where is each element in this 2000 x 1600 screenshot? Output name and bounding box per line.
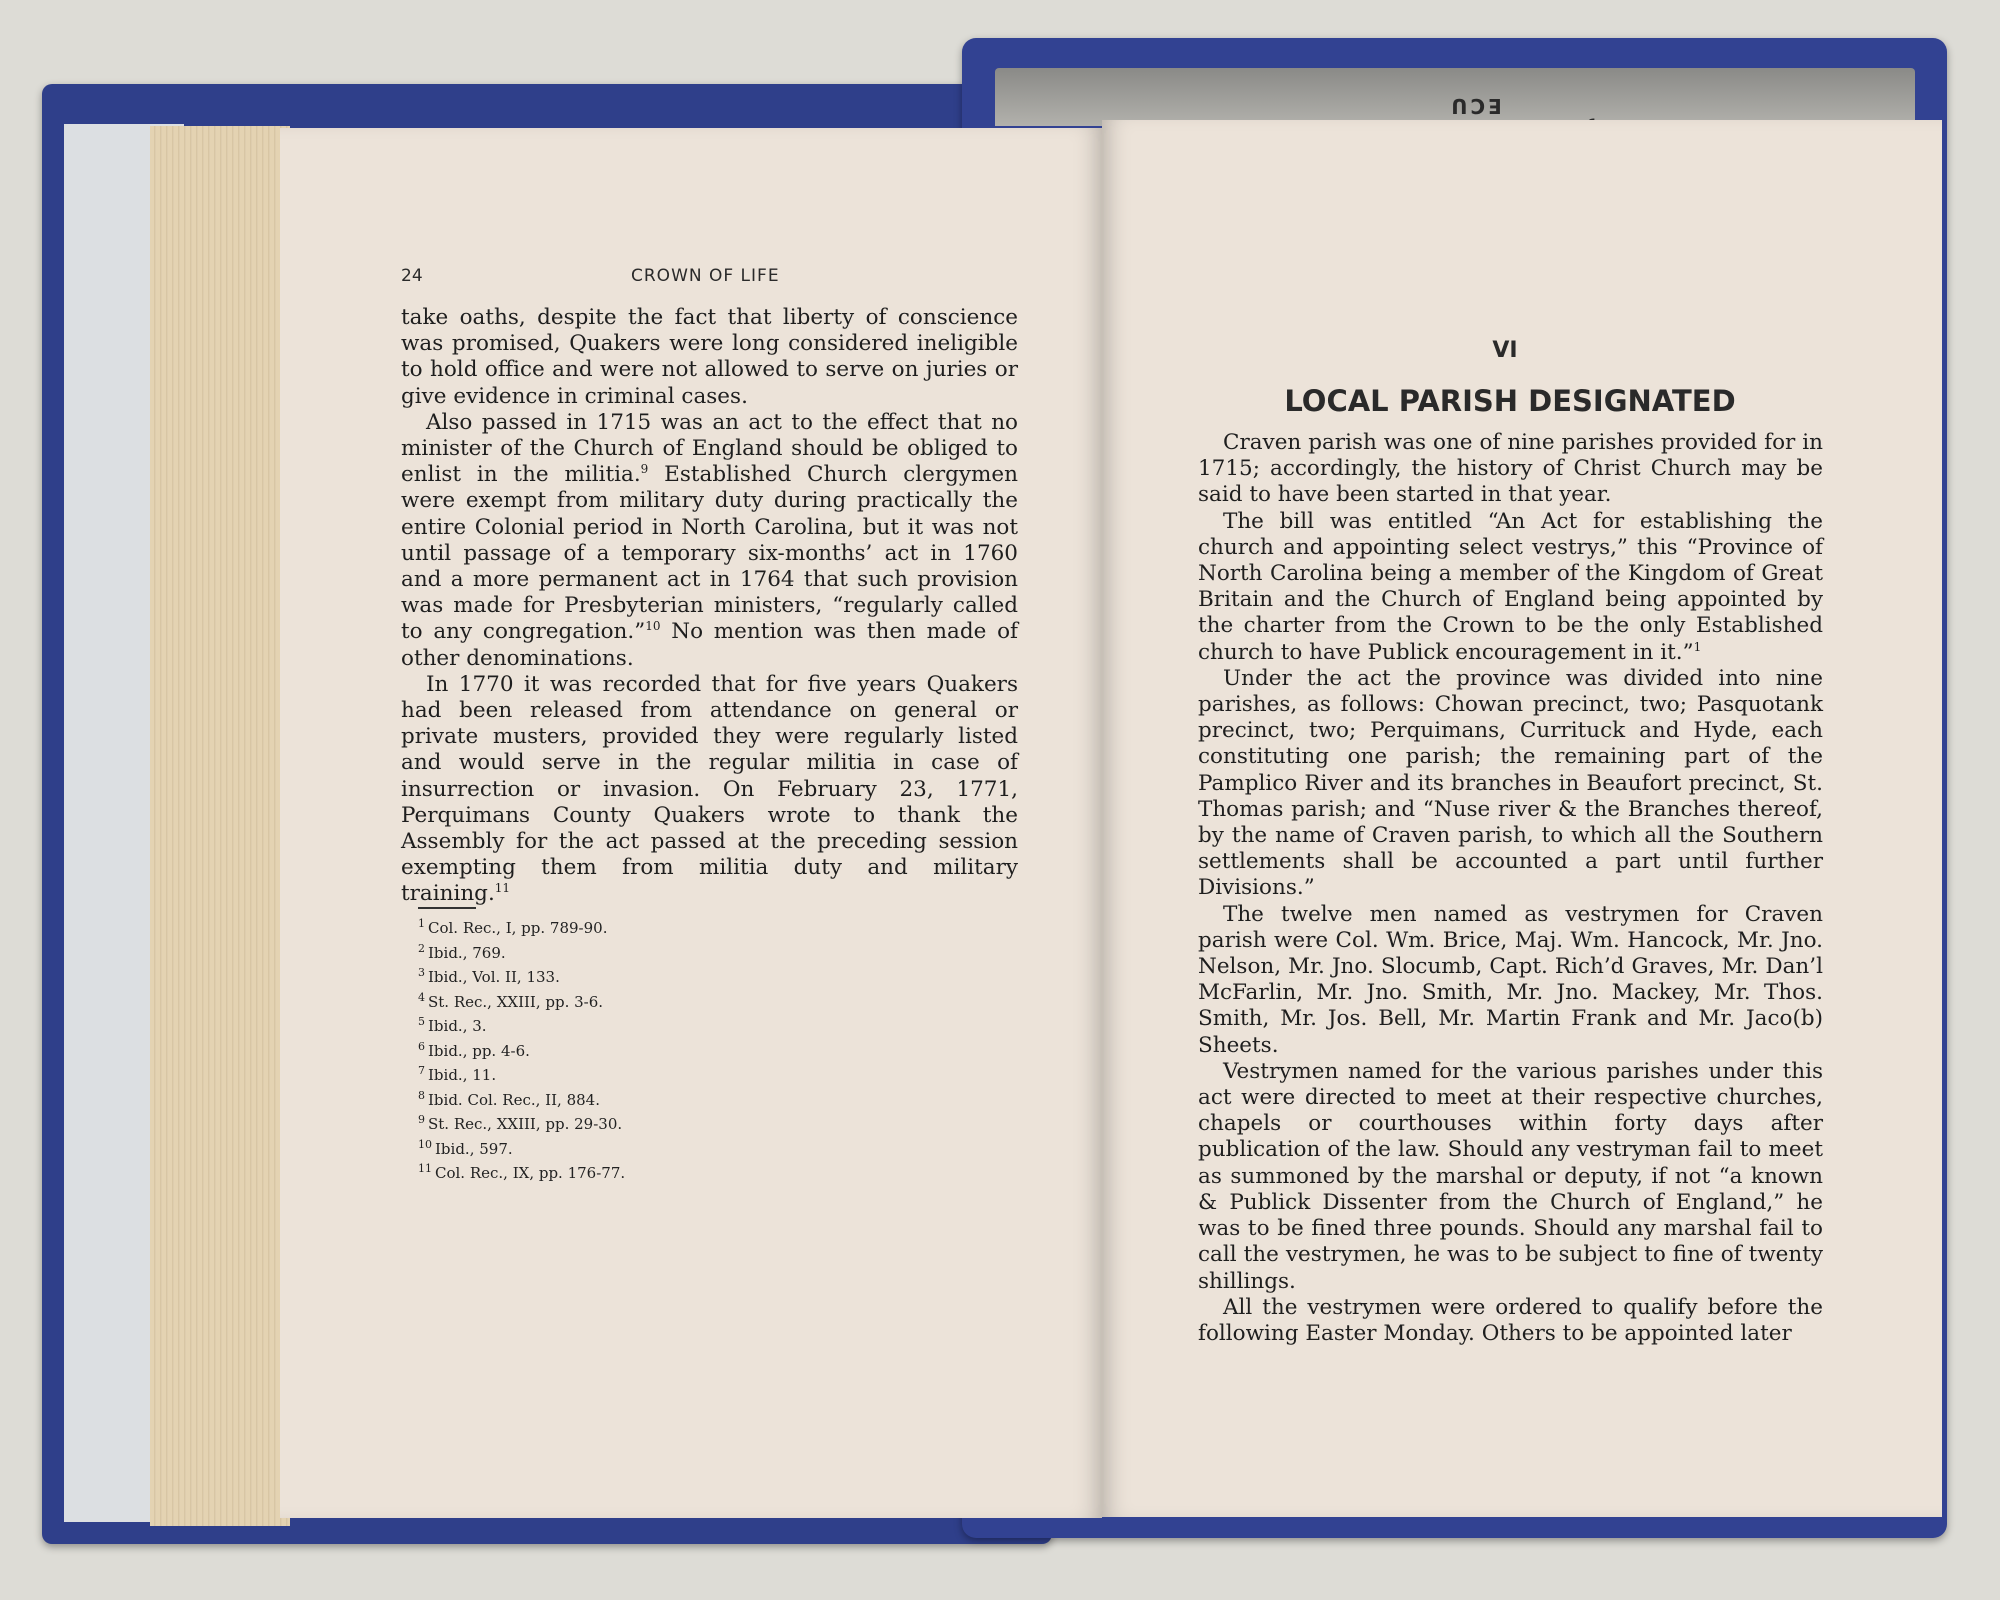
paragraph: All the vestrymen were ordered to qualify before the following Easter Monday. Others to be appointed later xyxy=(1198,1294,1823,1346)
footnote-rule xyxy=(418,907,476,909)
footnote-ref: 9 xyxy=(640,462,649,477)
footnote: $^{11}$ Col. Rec., IX, pp. 176-77. xyxy=(418,1162,626,1182)
paragraph-text: Also passed in 1715 was an act to the effect that no minister of the Church of England should be obliged to enlist in the militia. xyxy=(401,409,1018,488)
library-stamp: ECU xyxy=(1448,94,1502,118)
running-head xyxy=(401,266,1021,292)
footnote: $^4$ St. Rec., XXIII, pp. 3-6. xyxy=(418,990,604,1011)
chapter-title: LOCAL PARISH DESIGNATED xyxy=(1284,384,1736,418)
footnote: $^{10}$ Ibid., 597. xyxy=(418,1137,513,1158)
footnote: $^3$ Ibid., Vol. II, 133. xyxy=(418,966,560,986)
footnote: $^8$ Ibid. Col. Rec., II, 884. xyxy=(418,1088,600,1109)
footnote: $^2$ Ibid., 769. xyxy=(418,941,506,962)
footnote-ref: 1 xyxy=(1693,639,1702,654)
left-page-body xyxy=(401,305,1018,908)
paragraph xyxy=(1198,509,1823,666)
paragraph xyxy=(401,672,1018,908)
footnotes xyxy=(418,914,738,1184)
page-stack-edge xyxy=(150,126,290,1526)
chapter-number: VI xyxy=(1492,338,1518,363)
page-number: 24 xyxy=(401,266,423,286)
paragraph-text: In 1770 it was recorded that for five years Quakers had been released from attendance on general or private musters, provided they were regularly listed and would serve in the regular militia in case of insurrection or invasion. On February 23, 1771, Perquimans County Quakers wrote to thank the Assembly for the act passed at the preceding session exempting them from militia duty and military training. xyxy=(401,671,1018,907)
running-title: CROWN OF LIFE xyxy=(631,266,780,286)
paragraph-text: No mention was then made of other denominations. xyxy=(401,619,1019,671)
footnote: $^6$ Ibid., pp. 4-6. xyxy=(418,1039,530,1060)
paragraph: Under the act the province was divided into nine parishes, as follows: Chowan precinct, two; Pasquotank precinct, two; Perquimans, Currituck and Hyde, each constituting one parish; the remaining part of the Pamplico River and its branches in Beaufort precinct, St. Thomas parish; and “Nuse river & the Branches thereof, by the name of Craven parish, to which all the Southern settlements shall be accounted a part until further Divisions.” xyxy=(1198,665,1823,901)
paragraph xyxy=(401,410,1018,672)
right-page-body xyxy=(1198,430,1823,1347)
paragraph: Vestrymen named for the various parishes under this act were directed to meet at their respective churches, chapels or courthouses within forty days after publication of the law. Should any vestryman fail to meet as summoned by the marshal or deputy, if not “a known & Publick Dissenter from the Church of England,” he was to be fined three pounds. Should any marshal fail to call the vestrymen, he was to be subject to fine of twenty shillings. xyxy=(1198,1058,1823,1294)
paragraph-text: Established Church clergymen were exempt from military duty during practically the entire Colonial period in North Carolina, but it was not until passage of a temporary six-months’ act in 1760 and a more permanent act in 1764 that such provision was made for Presbyterian ministers, “regularly called to any congregation.” xyxy=(401,462,1018,645)
footnote: $^1$ Col. Rec., I, pp. 789-90. xyxy=(418,917,608,937)
footnote: $^5$ Ibid., 3. xyxy=(418,1015,487,1035)
paragraph: The twelve men named as vestrymen for Craven parish were Col. Wm. Brice, Maj. Wm. Hancock, Mr. Jno. Nelson, Mr. Jno. Slocumb, Capt. Rich’d Graves, Mr. Dan’l McFarlin, Mr. Jno. Smith, Mr. Jno. Mackey, Mr. Thos. Smith, Mr. Jos. Bell, Mr. Martin Frank and Mr. Jaco(b) Sheets. xyxy=(1198,901,1823,1058)
footnote-ref: 11 xyxy=(494,881,511,896)
footnote: $^9$ St. Rec., XXIII, pp. 29-30. xyxy=(418,1113,623,1133)
paragraph: Craven parish was one of nine parishes provided for in 1715; accordingly, the history of Christ Church may be said to have been started in that year. xyxy=(1198,430,1823,508)
paragraph: take oaths, despite the fact that liberty of conscience was promised, Quakers were long considered ineligible to hold office and were not allowed to serve on juries or give evidence in criminal cases. xyxy=(401,305,1018,409)
footnote-ref: 10 xyxy=(645,619,661,634)
footnote: $^7$ Ibid., 11. xyxy=(418,1064,497,1084)
paragraph-text: The bill was entitled “An Act for establishing the church and appointing select vestrys,” this “Province of North Carolina being a member of the Kingdom of Great Britain and the Church of England being appointed by the charter from the Crown to be the only Established church to have Publick encouragement in it.” xyxy=(1198,508,1823,665)
